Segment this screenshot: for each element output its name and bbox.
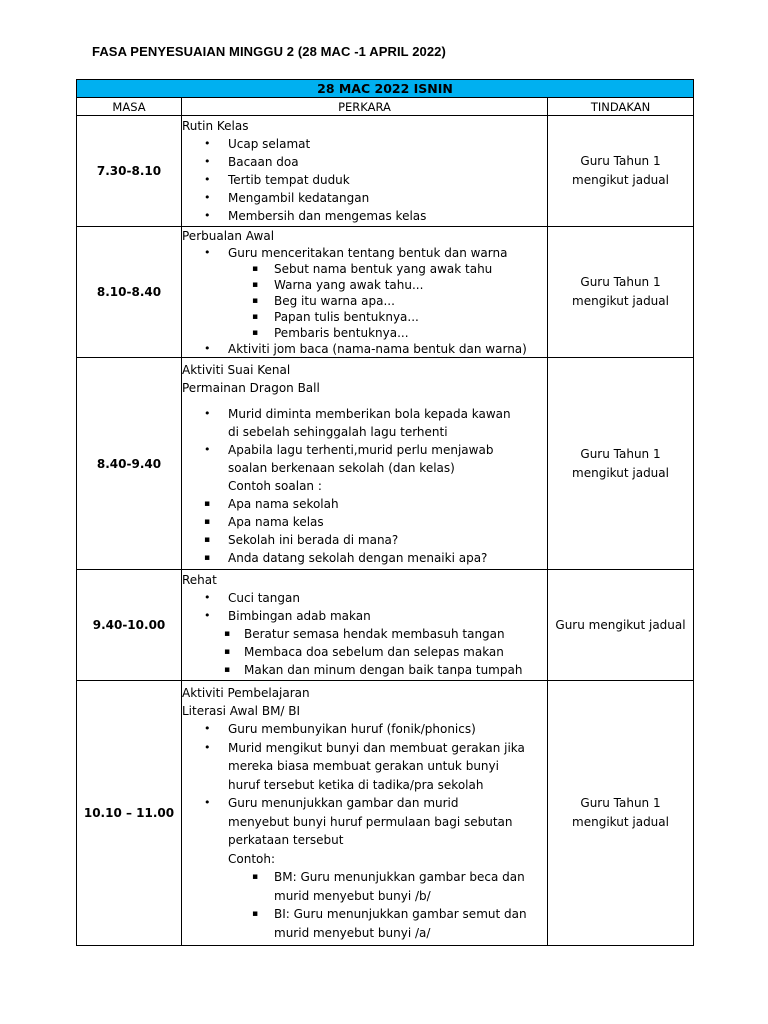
- list-item: ▪ Makan dan minum dengan baik tanpa tumpah: [224, 663, 523, 677]
- bullet-icon: •: [204, 591, 211, 604]
- activity-heading: Rehat: [182, 573, 217, 587]
- activity-list: [182, 405, 547, 495]
- table-row: [77, 227, 694, 358]
- square-bullet-icon: ▪: [252, 312, 259, 322]
- action-cell: Guru mengikut jadual: [548, 570, 694, 681]
- schedule-table: [76, 79, 694, 946]
- table-row: [77, 358, 694, 570]
- time-cell: 10.10 – 11.00: [77, 681, 182, 946]
- square-bullet-icon: ▪: [252, 872, 259, 882]
- action-cell: Guru Tahun 1 mengikut jadual: [548, 358, 694, 570]
- document-title: FASA PENYESUAIAN MINGGU 2 (28 MAC -1 APRIL 2022): [92, 44, 446, 59]
- example-label: Contoh soalan :: [228, 478, 322, 493]
- activity-sublist: [182, 261, 547, 341]
- bullet-icon: •: [204, 173, 211, 186]
- activity-heading: Perbualan Awal: [182, 229, 275, 243]
- time-cell: 9.40-10.00: [77, 570, 182, 681]
- activity-heading: Aktiviti Pembelajaran: [182, 686, 310, 700]
- bullet-icon: •: [204, 442, 211, 456]
- question-list: [182, 495, 547, 567]
- day-header: 28 MAC 2022 ISNIN: [77, 80, 694, 98]
- list-item: ▪ Sebut nama bentuk yang awak tahu: [252, 262, 493, 276]
- square-bullet-icon: ▪: [252, 264, 259, 274]
- activity-sublist: [182, 625, 547, 679]
- action-cell: Guru Tahun 1 mengikut jadual: [548, 116, 694, 227]
- table-row: [77, 681, 694, 946]
- activity-cell: [182, 358, 548, 570]
- list-item: ▪ BI: Guru menunjukkan gambar semut dan murid menyebut bunyi /a/: [252, 907, 527, 940]
- time-cell: 8.40-9.40: [77, 358, 182, 570]
- list-item: ▪ Beratur semasa hendak membasuh tangan: [224, 627, 505, 641]
- activity-cell: [182, 116, 548, 227]
- bullet-icon: •: [204, 209, 211, 222]
- list-item: ▪ Membaca doa sebelum dan selepas makan: [224, 645, 504, 659]
- bullet-icon: •: [204, 796, 211, 809]
- bullet-icon: •: [204, 722, 211, 735]
- bullet-icon: •: [204, 342, 211, 355]
- list-item: • Cuci tangan: [204, 591, 300, 605]
- list-item: • Tertib tempat duduk: [204, 173, 350, 187]
- square-bullet-icon: ▪: [204, 552, 211, 563]
- square-bullet-icon: ▪: [224, 647, 231, 657]
- activity-heading: Aktiviti Suai Kenal: [182, 362, 291, 377]
- time-cell: 8.10-8.40: [77, 227, 182, 358]
- action-cell: Guru Tahun 1 mengikut jadual: [548, 227, 694, 358]
- list-item: ▪ Apa nama sekolah: [204, 496, 339, 511]
- list-item: • Murid diminta memberikan bola kepada kawan di sebelah sehinggalah lagu terhenti: [204, 406, 511, 439]
- bullet-icon: •: [204, 137, 211, 150]
- activity-cell: [182, 570, 548, 681]
- square-bullet-icon: ▪: [224, 629, 231, 639]
- activity-subheading: Literasi Awal BM/ BI: [182, 704, 301, 718]
- square-bullet-icon: ▪: [252, 296, 259, 306]
- list-item: ▪ Anda datang sekolah dengan menaiki apa?: [204, 550, 488, 565]
- list-item: ▪ Apa nama kelas: [204, 514, 324, 529]
- action-cell: Guru Tahun 1 mengikut jadual: [548, 681, 694, 946]
- column-header-row: [77, 98, 694, 116]
- example-label: Contoh:: [228, 851, 276, 866]
- table-row: [77, 116, 694, 227]
- activity-cell: [182, 227, 548, 358]
- list-item: ▪ Pembaris bentuknya...: [252, 326, 409, 340]
- activity-cell: [182, 681, 548, 946]
- list-item: ▪ Sekolah ini berada di mana?: [204, 532, 399, 547]
- list-item: • Mengambil kedatangan: [204, 191, 370, 205]
- list-item: ▪ Papan tulis bentuknya...: [252, 310, 419, 324]
- list-item: ▪ Beg itu warna apa...: [252, 294, 395, 308]
- activity-list: [182, 589, 547, 625]
- time-cell: 7.30-8.10: [77, 116, 182, 227]
- square-bullet-icon: ▪: [204, 498, 211, 509]
- list-item: • Apabila lagu terhenti,murid perlu menjawab soalan berkenaan sekolah (dan kelas) Contoh soalan :: [182, 441, 547, 495]
- table-row: [77, 570, 694, 681]
- list-item: • Guru menceritakan tentang bentuk dan warna: [204, 246, 508, 260]
- activity-list: [182, 245, 547, 261]
- column-header-tindakan: TINDAKAN: [548, 98, 694, 116]
- column-header-perkara: PERKARA: [182, 98, 548, 116]
- bullet-icon: •: [204, 406, 211, 420]
- square-bullet-icon: ▪: [204, 534, 211, 545]
- activity-list: [182, 135, 547, 225]
- activity-list: [182, 341, 547, 357]
- example-list: [182, 868, 547, 942]
- square-bullet-icon: ▪: [252, 280, 259, 290]
- bullet-icon: •: [204, 609, 211, 622]
- activity-list: [182, 720, 547, 868]
- bullet-icon: •: [204, 740, 211, 754]
- bullet-icon: •: [204, 155, 211, 168]
- list-item: ▪ BM: Guru menunjukkan gambar beca dan murid menyebut bunyi /b/: [252, 870, 525, 903]
- activity-subheading: Permainan Dragon Ball: [182, 380, 320, 395]
- square-bullet-icon: ▪: [204, 516, 211, 527]
- list-item: ▪ Warna yang awak tahu...: [252, 278, 424, 292]
- list-item: • Murid mengikut bunyi dan membuat gerakan jika mereka biasa membuat gerakan untuk bunyi huruf tersebut ketika di tadika/pra sekolah: [204, 740, 525, 792]
- list-item: • Bimbingan adab makan: [204, 609, 371, 623]
- list-item: • Membersih dan mengemas kelas: [204, 209, 427, 223]
- square-bullet-icon: ▪: [252, 909, 259, 919]
- list-item: • Aktiviti jom baca (nama-nama bentuk dan warna): [204, 342, 527, 356]
- list-item: • Ucap selamat: [204, 137, 311, 151]
- column-header-masa: MASA: [77, 98, 182, 116]
- bullet-icon: •: [204, 246, 211, 259]
- square-bullet-icon: ▪: [252, 328, 259, 338]
- list-item: • Bacaan doa: [204, 155, 299, 169]
- list-item: • Guru membunyikan huruf (fonik/phonics): [182, 720, 547, 739]
- list-item: • Guru menunjukkan gambar dan murid menyebut bunyi huruf permulaan bagi sebutan perkataan tersebut Contoh:: [182, 794, 547, 868]
- day-header-row: [77, 80, 694, 98]
- activity-heading: Rutin Kelas: [182, 119, 249, 133]
- square-bullet-icon: ▪: [224, 665, 231, 675]
- bullet-icon: •: [204, 191, 211, 204]
